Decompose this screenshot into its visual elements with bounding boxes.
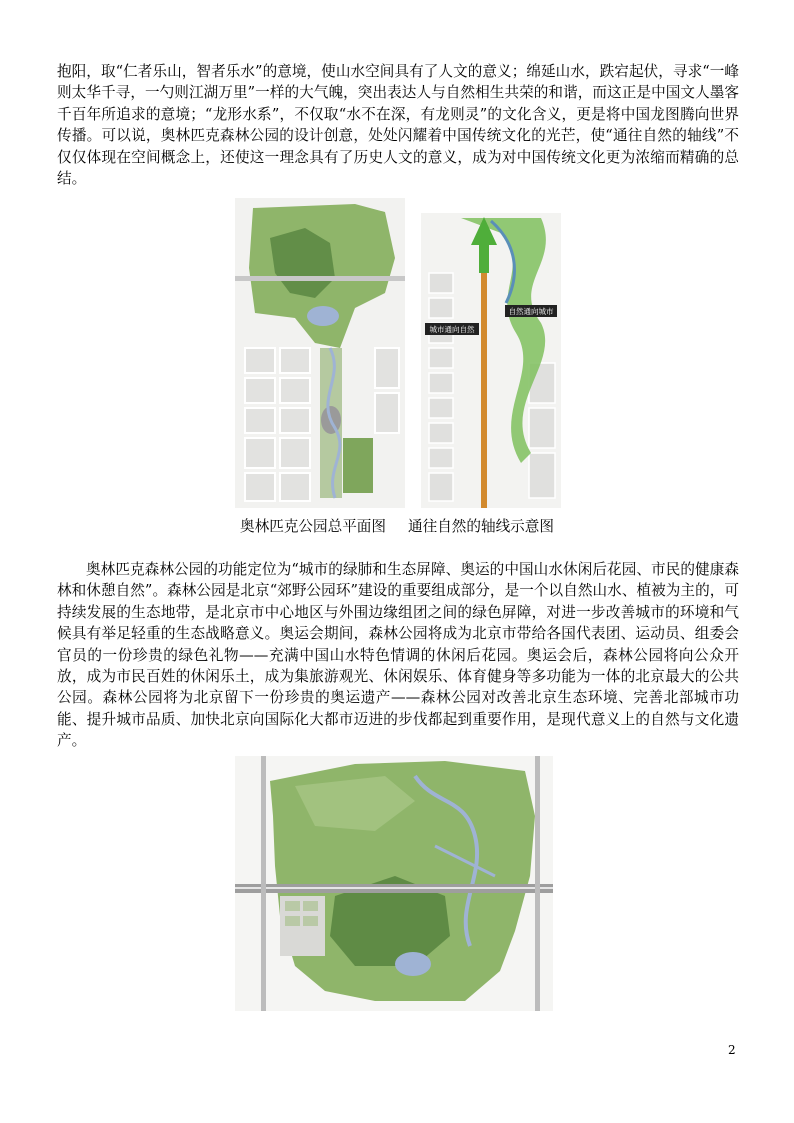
caption-master-plan: 奥林匹克公园总平面图 bbox=[240, 518, 386, 535]
axis-diagram bbox=[421, 213, 561, 508]
paragraph-intro: 抱阳，取“仁者乐山，智者乐水”的意境，使山水空间具有了人文的意义；绵延山水，跌宕起伏，寻求“一峰则太华千寻，一勺则江湖万里”一样的大气魄，突出表达人与自然相生共荣的和谐，而这正是中国文人墨客千百年所追求的意境；“龙形水系”，不仅取“水不在深，有龙则灵”的文化含义，更是将中国龙图腾向世界传播。可以说，奥林匹克森林公园的设计创意，处处闪耀着中国传统文化的光芒，使“通往自然的轴线”不仅仅体现在空间概念上，还使这一理念具有了历史人文的意义，成为对中国传统文化更为浓缩而精确的总结。 bbox=[57, 63, 739, 188]
label-nature-to-city: 自然通向城市 bbox=[508, 307, 554, 316]
paragraph-function: 奥林匹克森林公园的功能定位为“城市的绿肺和生态屏障、奥运的中国山水休闲后花园、市民的健康森林和休憩自然”。森林公园是北京“郊野公园环”建设的重要组成部分，是一个以自然山水、植被为主的，可持续发展的生态地带，是北京市中心地区与外围边缘组团之间的绿色屏障，对进一步改善城市的环境和气候具有举足轻重的生态战略意义。奥运会期间，森林公园将成为北京市带给各国代表团、运动员、组委会官员的一份珍贵的绿色礼物——充满中国山水特色情调的休闲后花园。奥运会后，森林公园将向公众开放，成为市民百姓的休闲乐土，成为集旅游观光、休闲娱乐、体育健身等多功能为一体的北京最大的公共公园。森林公园将为北京留下一份珍贵的奥运遗产——森林公园对改善北京生态环境、完善北部城市功能、提升城市品质、加快北京向国际化大都市迈进的步伐都起到重要作用，是现代意义上的自然与文化遗产。 bbox=[57, 561, 739, 750]
figure-captions bbox=[0, 517, 794, 537]
master-plan-figure bbox=[235, 198, 405, 508]
forest-park-map bbox=[235, 756, 553, 1011]
forest-park-figure bbox=[235, 756, 553, 1011]
label-city-to-nature: 城市通向自然 bbox=[429, 325, 475, 334]
axis-diagram-figure bbox=[421, 213, 561, 508]
master-plan-map bbox=[235, 198, 405, 508]
caption-axis-diagram: 通往自然的轴线示意图 bbox=[408, 518, 554, 535]
page-number: 2 bbox=[728, 1043, 736, 1057]
